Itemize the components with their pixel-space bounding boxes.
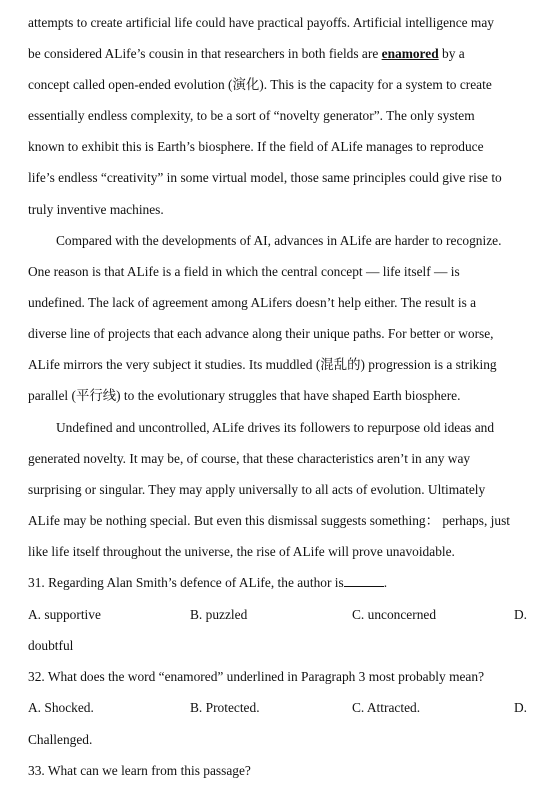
answer-blank — [344, 574, 384, 587]
q32-option-d-text: Challenged. — [28, 732, 93, 747]
q31-option-b: B. puzzled — [190, 607, 248, 622]
p3-line-1: attempts to create artificial life could have practical payoffs. Artificial intelligence may — [28, 15, 494, 30]
q32-option-c: C. Attracted. — [352, 700, 421, 715]
p5-line-5: like life itself throughout the universe, the rise of ALife will prove unavoidable. — [28, 544, 455, 559]
q32-option-a: A. Shocked. — [28, 700, 94, 715]
q31-option-a: A. supportive — [28, 607, 101, 622]
p4-line-3: undefined. The lack of agreement among ALifers doesn’t help either. The result is a — [28, 295, 477, 310]
question-31-stem — [28, 567, 526, 598]
q31-option-d-text: doubtful — [28, 638, 74, 653]
question-33-stem: 33. What can we learn from this passage? — [28, 763, 251, 778]
p5-line-2: generated novelty. It may be, of course, that these characteristics aren’t in any way — [28, 451, 471, 466]
p3-line-6: life’s endless “creativity” in some virtual model, those same principles could give rise to — [28, 170, 502, 185]
question-32-options — [28, 692, 526, 723]
p3-line-2-tail: by a — [438, 46, 465, 61]
p3-line-2 — [28, 38, 526, 69]
p4-line-1: Compared with the developments of AI, advances in ALife are harder to recognize. — [56, 233, 502, 248]
question-31-options — [28, 599, 526, 630]
q31-option-c: C. unconcerned — [352, 607, 437, 622]
q31-option-d: D. — [514, 607, 528, 622]
p3-line-4: essentially endless complexity, to be a sort of “novelty generator”. The only system — [28, 108, 475, 123]
question-31-text: 31. Regarding Alan Smith’s defence of ALife, the author is — [28, 575, 344, 590]
p5-line-3: surprising or singular. They may apply universally to all acts of evolution. Ultimately — [28, 482, 486, 497]
p3-line-2-text: be considered ALife’s cousin in that researchers in both fields are — [28, 46, 382, 61]
question-32-stem: 32. What does the word “enamored” underlined in Paragraph 3 most probably mean? — [28, 669, 485, 684]
question-31-end: . — [383, 575, 388, 590]
p4-line-6: parallel (平行线) to the evolutionary struggles that have shaped Earth biosphere. — [28, 388, 461, 403]
p5-line-4: ALife may be nothing special. But even this dismissal suggests something： perhaps, just — [28, 513, 511, 528]
p5-line-1: Undefined and uncontrolled, ALife drives its followers to repurpose old ideas and — [56, 420, 495, 435]
p3-line-3: concept called open-ended evolution (演化). This is the capacity for a system to create — [28, 77, 492, 92]
p4-line-2: One reason is that ALife is a field in which the central concept — life itself — is — [28, 264, 460, 279]
underlined-word-enamored: enamored — [381, 46, 439, 61]
p3-line-7: truly inventive machines. — [28, 202, 164, 217]
p4-line-4: diverse line of projects that each advance along their unique paths. For better or worse, — [28, 326, 494, 341]
q32-option-d: D. — [514, 700, 528, 715]
q32-option-b: B. Protected. — [190, 700, 260, 715]
p4-line-5: ALife mirrors the very subject it studies. Its muddled (混乱的) progression is a striking — [28, 357, 497, 372]
p3-line-5: known to exhibit this is Earth’s biosphere. If the field of ALife manages to reproduce — [28, 139, 484, 154]
